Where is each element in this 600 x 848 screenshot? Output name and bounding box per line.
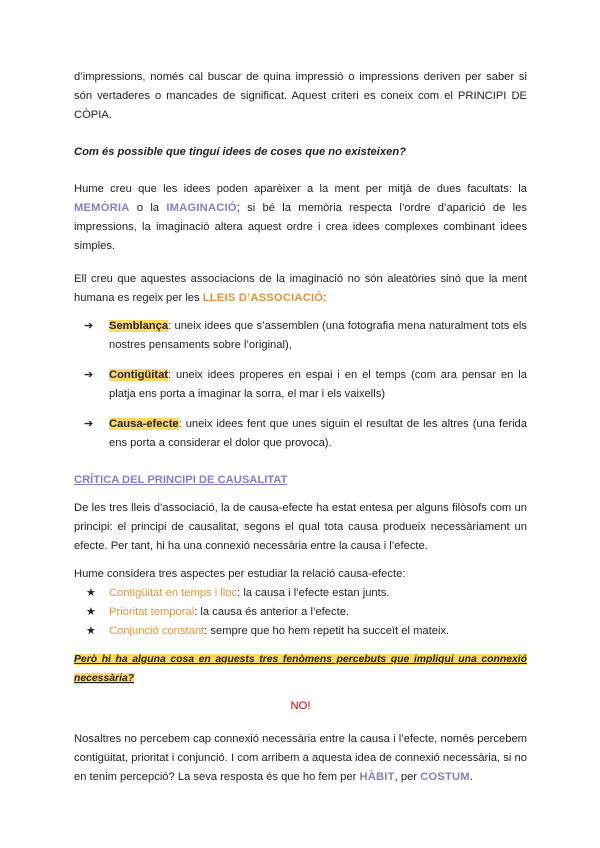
keyword-habit: HÀBIT	[359, 771, 395, 783]
association-laws-list	[74, 317, 527, 453]
highlighted-question: Però hi ha alguna cosa en aquests tres fenòmens percebuts que impliqui una connexió necessària?	[74, 654, 527, 684]
paragraph-habit-custom	[74, 730, 527, 787]
aspect-term: Contigüitat en temps i lloc	[109, 587, 238, 599]
aspect-description: : la causa i l’efecte estan junts.	[237, 587, 390, 599]
aspects-list	[74, 584, 527, 641]
list-item-causa-efecte	[74, 415, 527, 453]
text-fragment: Ell creu que aquestes associacions de la imaginació no són aleatòries sinó que la ment humana es regeix per les	[74, 273, 527, 304]
paragraph-causality-principle: De les tres lleis d’associació, la de causa-efecte ha estat entesa per alguns filòsofs com un principi: el principi de causalitat, segons el qual tota causa produeix necessàriament un efecte. Per tant, hi ha una connexió necessària entre la causa i l’efecte.	[74, 502, 527, 552]
question-necessary-connection	[74, 650, 527, 688]
list-item-aspect	[74, 584, 527, 603]
keyword-memoria: MEMÒRIA	[74, 202, 130, 214]
law-description: : uneix idees properes en espai i en el temps (com ara pensar en la platja ens porta a imaginar la sorra, el mar i els vaixells)	[109, 369, 527, 400]
star-icon: ★	[86, 606, 97, 618]
star-icon: ★	[86, 625, 97, 637]
arrow-icon: ➔	[84, 418, 94, 430]
law-description: : uneix idees fent que unes siguin el resultat de les altres (una ferida ens porta a considerar el dolor que provoca).	[109, 418, 527, 449]
law-term: Semblança	[109, 320, 169, 332]
question-nonexistent-ideas: Com és possible que tinguí idees de coses que no existeixen?	[74, 146, 406, 158]
text-fragment: :	[323, 292, 327, 304]
list-item-aspect	[74, 622, 527, 641]
text-fragment: , per	[394, 771, 421, 783]
star-icon: ★	[86, 587, 97, 599]
text-fragment: .	[469, 771, 473, 783]
aspect-term: Prioritat temporal	[109, 606, 195, 618]
aspect-term: Conjunció constant	[109, 625, 205, 637]
text-fragment: o la	[129, 202, 167, 214]
aspect-description: : la causa és anterior a l’efecte.	[194, 606, 350, 618]
paragraph-association-laws	[74, 270, 527, 308]
list-item-aspect	[74, 603, 527, 622]
list-item-semblanca	[74, 317, 527, 355]
law-term: Causa-efecte	[109, 418, 179, 430]
aspect-description: : sempre que ho hem repetit ha succeït el mateix.	[204, 625, 450, 637]
text-fragment: Nosaltres no percebem cap connexió necessària entre la causa i l’efecte, només percebem contigüitat, prioritat i conjunció. I com arribem a aquesta idea de connexió necessària, si no en tenim percepció? La seva resposta és que ho fem per	[74, 733, 527, 783]
text-fragment: Hume creu que les idees poden aparèixer a la ment per mitjà de dues facultats: la	[74, 183, 527, 195]
text-fragment: ; si bé la memòria respecta l’ordre d’aparició de les impressions, la imaginació altera aquest ordre i crea idees complexes combinant idees simples.	[74, 202, 527, 252]
answer-no: NO!	[290, 700, 311, 712]
keyword-imaginacio: IMAGINACIÓ	[166, 202, 237, 214]
paragraph-principle-of-copy: d’impressions, només cal buscar de quina impressió o impressions deriven per saber si són vertaderes o mancades de significat. Aquest criteri es coneix com el PRINCIPI DE CÒPIA.	[74, 71, 527, 121]
law-term: Contigüitat	[109, 369, 169, 381]
law-description: : uneix idees que s’assemblen (una fotografia mena naturalment tots els nostres pensaments sobre l’original),	[109, 320, 527, 351]
paragraph-faculties	[74, 180, 527, 256]
arrow-icon: ➔	[84, 320, 94, 332]
keyword-lleis-associacio: LLEIS D’ASSOCIACIÓ	[202, 292, 324, 304]
list-item-contiguitat	[74, 366, 527, 404]
arrow-icon: ➔	[84, 369, 94, 381]
keyword-costum: COSTUM	[420, 771, 470, 783]
paragraph-three-aspects: Hume considera tres aspectes per estudiar la relació causa-efecte:	[74, 568, 406, 580]
section-heading-critica: CRÍTICA DEL PRINCIPI DE CAUSALITAT	[74, 474, 288, 486]
